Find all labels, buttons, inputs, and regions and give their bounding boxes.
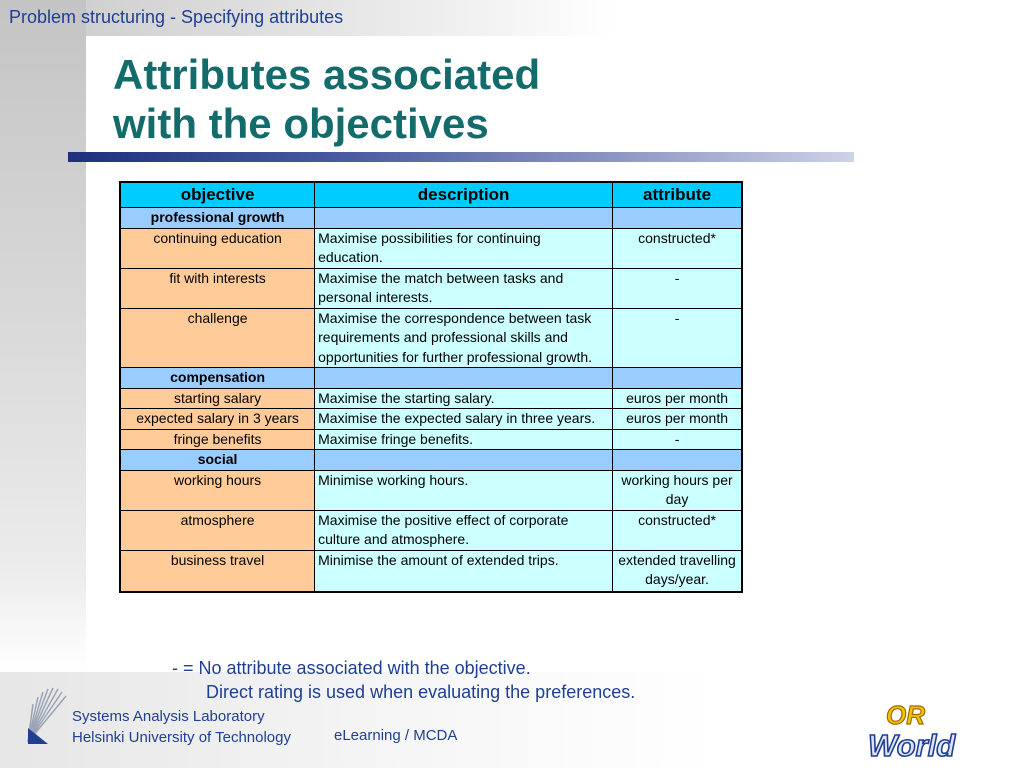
objective-cell: atmosphere [120,510,315,550]
footnote-line-1: - = No attribute associated with the objective. [172,658,531,678]
attribute-cell: constructed* [613,228,742,268]
table-row [120,429,742,450]
world-logo-text: World [868,728,956,762]
objective-cell: working hours [120,470,315,510]
description-cell: Minimise working hours. [315,470,613,510]
description-cell: Maximise the positive effect of corporate culture and atmosphere. [315,510,613,550]
group-row [120,208,742,229]
attribute-cell: euros per month [613,388,742,409]
objective-cell: business travel [120,550,315,592]
description-cell: Maximise the match between tasks and personal interests. [315,268,613,308]
description-cell: Maximise the starting salary. [315,388,613,409]
objective-cell: continuing education [120,228,315,268]
table-header-row [120,182,742,208]
objective-cell: fringe benefits [120,429,315,450]
column-header-attribute: attribute [613,182,742,208]
attribute-cell: extended travelling days/year. [613,550,742,592]
lab-name-line-2: Helsinki University of Technology [72,729,291,746]
attribute-cell: - [613,268,742,308]
lab-name-line-1: Systems Analysis Laboratory [72,708,265,725]
objective-cell: expected salary in 3 years [120,409,315,430]
attribute-cell: euros per month [613,409,742,430]
table-row [120,228,742,268]
footnote [172,656,635,704]
table-row [120,550,742,592]
title-divider [68,152,854,162]
objective-cell: fit with interests [120,268,315,308]
or-world-logo-icon [866,696,1011,762]
group-empty-cell [315,368,613,389]
table-row [120,510,742,550]
group-empty-cell [613,450,742,471]
description-cell: Maximise the expected salary in three years. [315,409,613,430]
slide-header: Problem structuring - Specifying attributes [9,7,344,27]
table-row [120,409,742,430]
slide-title-line-2: with the objectives [113,100,489,147]
attribute-cell: - [613,308,742,368]
group-name: compensation [120,368,315,389]
group-empty-cell [613,208,742,229]
sal-logo-icon [22,686,72,746]
objective-cell: starting salary [120,388,315,409]
group-empty-cell [315,450,613,471]
group-name: professional growth [120,208,315,229]
table-row [120,308,742,368]
column-header-objective: objective [120,182,315,208]
attributes-table [119,181,743,593]
attribute-cell: constructed* [613,510,742,550]
table-row [120,268,742,308]
attribute-cell: working hours per day [613,470,742,510]
column-header-description: description [315,182,613,208]
group-name: social [120,450,315,471]
course-name: eLearning / MCDA [334,727,458,744]
footnote-line-2: Direct rating is used when evaluating the preferences. [206,682,636,702]
table-row [120,470,742,510]
description-cell: Maximise fringe benefits. [315,429,613,450]
objective-cell: challenge [120,308,315,368]
description-cell: Maximise possibilities for continuing education. [315,228,613,268]
description-cell: Maximise the correspondence between task requirements and professional skills and opportunities for further professional growth. [315,308,613,368]
group-empty-cell [613,368,742,389]
slide-title-line-1: Attributes associated [113,51,541,98]
table-row [120,388,742,409]
group-row [120,450,742,471]
lab-name [72,706,291,748]
slide-title [113,50,673,148]
group-row [120,368,742,389]
or-logo-text: OR [886,700,925,730]
description-cell: Minimise the amount of extended trips. [315,550,613,592]
side-band [0,0,86,672]
attribute-cell: - [613,429,742,450]
group-empty-cell [315,208,613,229]
